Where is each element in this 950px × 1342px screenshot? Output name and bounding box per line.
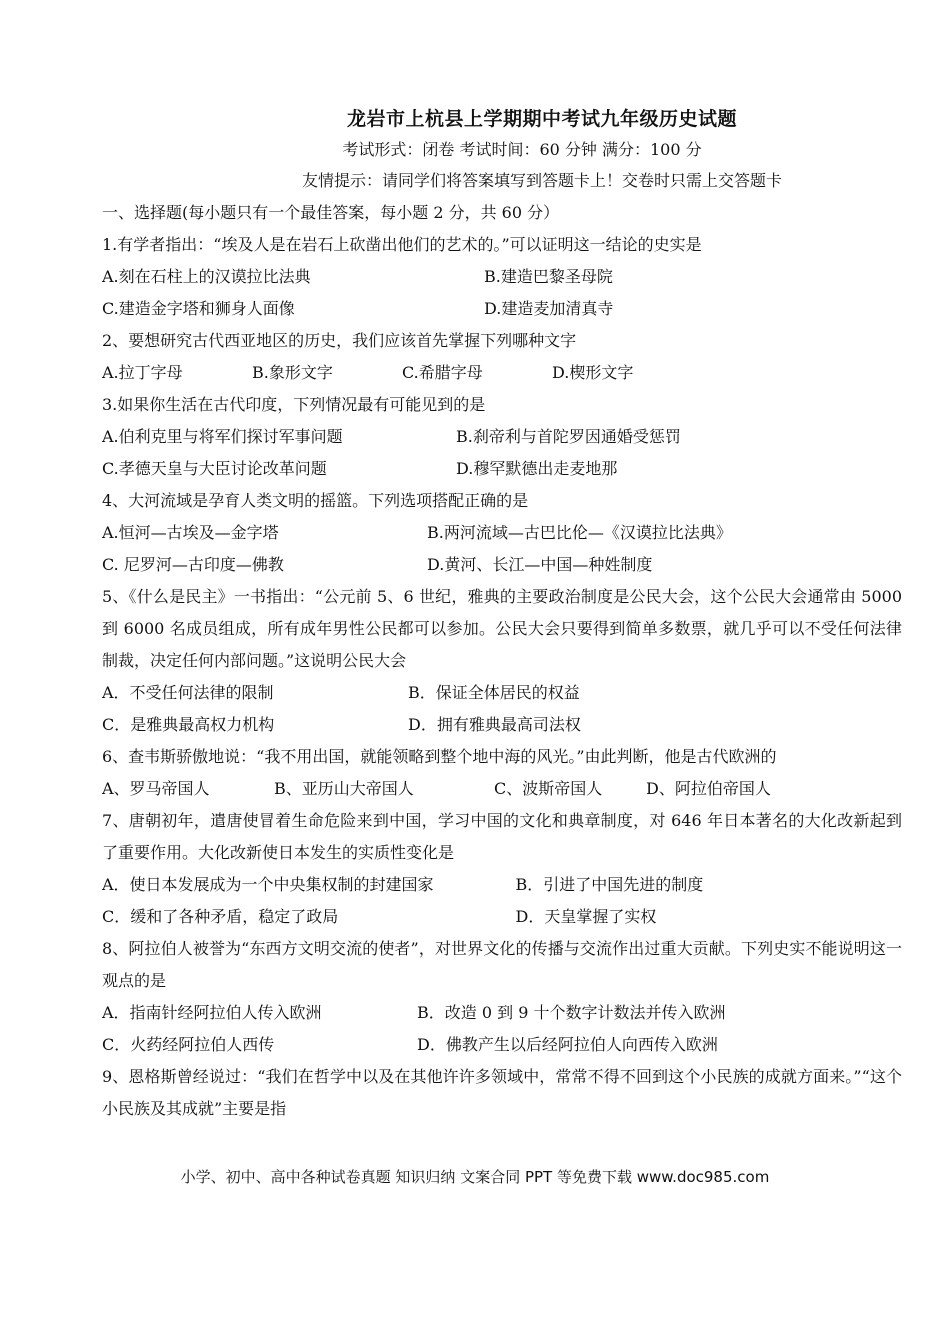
- option-c: C.建造金字塔和狮身人面像: [102, 299, 295, 318]
- option-b: B.建造巴黎圣母院: [484, 267, 613, 286]
- option-c: C.希腊字母: [402, 363, 483, 382]
- option-a: A.恒河—古埃及—金字塔: [102, 523, 279, 542]
- option-a: A．不受任何法律的限制: [102, 683, 274, 702]
- question-stem: 9、恩格斯曾经说过：“我们在哲学中以及在其他许许多领域中，常常不得不回到这个小民族的成就方面来。”“这个小民族及其成就”主要是指: [102, 1067, 902, 1118]
- question-options: [102, 357, 902, 389]
- option-b: B.刹帝利与首陀罗因通婚受惩罚: [456, 427, 681, 446]
- option-d: D．天皇掌握了实权: [515, 907, 657, 926]
- question-stem: 4、大河流域是孕育人类文明的摇篮。下列选项搭配正确的是: [102, 491, 529, 510]
- question-options: [102, 901, 902, 933]
- option-d: D．拥有雅典最高司法权: [408, 715, 581, 734]
- question-options: [102, 773, 902, 805]
- option-a: A．指南针经阿拉伯人传入欧洲: [102, 1003, 322, 1022]
- question-options: [102, 517, 902, 549]
- option-c: C．缓和了各种矛盾，稳定了政局: [102, 907, 339, 926]
- option-d: D.穆罕默德出走麦地那: [456, 459, 618, 478]
- option-a: A．使日本发展成为一个中央集权制的封建国家: [102, 875, 434, 894]
- option-c: C．是雅典最高权力机构: [102, 715, 275, 734]
- option-d: D．佛教产生以后经阿拉伯人向西传入欧洲: [417, 1035, 718, 1054]
- option-b: B、亚历山大帝国人: [274, 779, 414, 798]
- option-c: C. 尼罗河—古印度—佛教: [102, 555, 284, 574]
- question-stem: 7、唐朝初年，遣唐使冒着生命危险来到中国，学习中国的文化和典章制度，对 646 年日本著名的大化改新起到了重要作用。大化改新使日本发生的实质性变化是: [102, 811, 902, 862]
- question-options: [102, 997, 902, 1029]
- exam-tip: 友情提示：请同学们将答案填写到答题卡上！交卷时只需上交答题卡: [301, 171, 782, 190]
- option-b: B．改造 0 到 9 十个数字计数法并传入欧洲: [417, 1003, 726, 1022]
- option-a: A.拉丁字母: [102, 363, 183, 382]
- question-options: [102, 677, 902, 709]
- exam-page: [102, 100, 902, 1125]
- question-options: [102, 421, 902, 453]
- option-d: D.建造麦加清真寺: [484, 299, 614, 318]
- question-stem: 5、《什么是民主》一书指出：“公元前 5、6 世纪，雅典的主要政治制度是公民大会，这个公民大会通常由 5000 到 6000 名成员组成，所有成年男性公民都可以参加。公民大会只要得到简单多数票，就几乎可以不受任何法律制裁，决定任何内部问题。”这说明公民大会: [102, 587, 902, 670]
- question-options: [102, 453, 902, 485]
- exam-title: 龙岩市上杭县上学期期中考试九年级历史试题: [346, 108, 737, 130]
- question-stem: 3.如果你生活在古代印度，下列情况最有可能见到的是: [102, 395, 486, 414]
- page-footer: 小学、初中、高中各种试卷真题 知识归纳 文案合同 PPT 等免费下载 www.doc985.com: [180, 1168, 770, 1186]
- question-stem: 8、阿拉伯人被誉为“东西方文明交流的使者”，对世界文化的传播与交流作出过重大贡献。下列史实不能说明这一观点的是: [102, 939, 902, 990]
- question-stem: 1.有学者指出：“埃及人是在岩石上砍凿出他们的艺术的。”可以证明这一结论的史实是: [102, 235, 702, 254]
- option-d: D.楔形文字: [552, 363, 634, 382]
- question-stem: 6、查韦斯骄傲地说：“我不用出国，就能领略到整个地中海的风光。”由此判断，他是古代欧洲的: [102, 747, 777, 766]
- question-options: [102, 1029, 902, 1061]
- question-options: [102, 261, 902, 293]
- option-a: A.伯利克里与将军们探讨军事问题: [102, 427, 343, 446]
- option-c: C.孝德天皇与大臣讨论改革问题: [102, 459, 327, 478]
- question-options: [102, 869, 902, 901]
- option-b: B.象形文字: [252, 363, 333, 382]
- question-stem: 2、要想研究古代西亚地区的历史，我们应该首先掌握下列哪种文字: [102, 331, 577, 350]
- option-c: C．火药经阿拉伯人西传: [102, 1035, 275, 1054]
- exam-meta: 考试形式：闭卷 考试时间：60 分钟 满分：100 分: [342, 140, 702, 159]
- option-b: B．保证全体居民的权益: [408, 683, 580, 702]
- option-b: B．引进了中国先进的制度: [515, 875, 704, 894]
- option-a: A.刻在石柱上的汉谟拉比法典: [102, 267, 311, 286]
- question-options: [102, 549, 902, 581]
- option-a: A、罗马帝国人: [102, 779, 210, 798]
- option-b: B.两河流域—古巴比伦—《汉谟拉比法典》: [427, 523, 732, 542]
- section-heading: 一、选择题(每小题只有一个最佳答案，每小题 2 分，共 60 分）: [102, 203, 560, 222]
- option-d: D.黄河、长江—中国—种姓制度: [427, 555, 653, 574]
- option-d: D、阿拉伯帝国人: [646, 779, 771, 798]
- question-options: [102, 709, 902, 741]
- option-c: C、波斯帝国人: [494, 779, 603, 798]
- question-options: [102, 293, 902, 325]
